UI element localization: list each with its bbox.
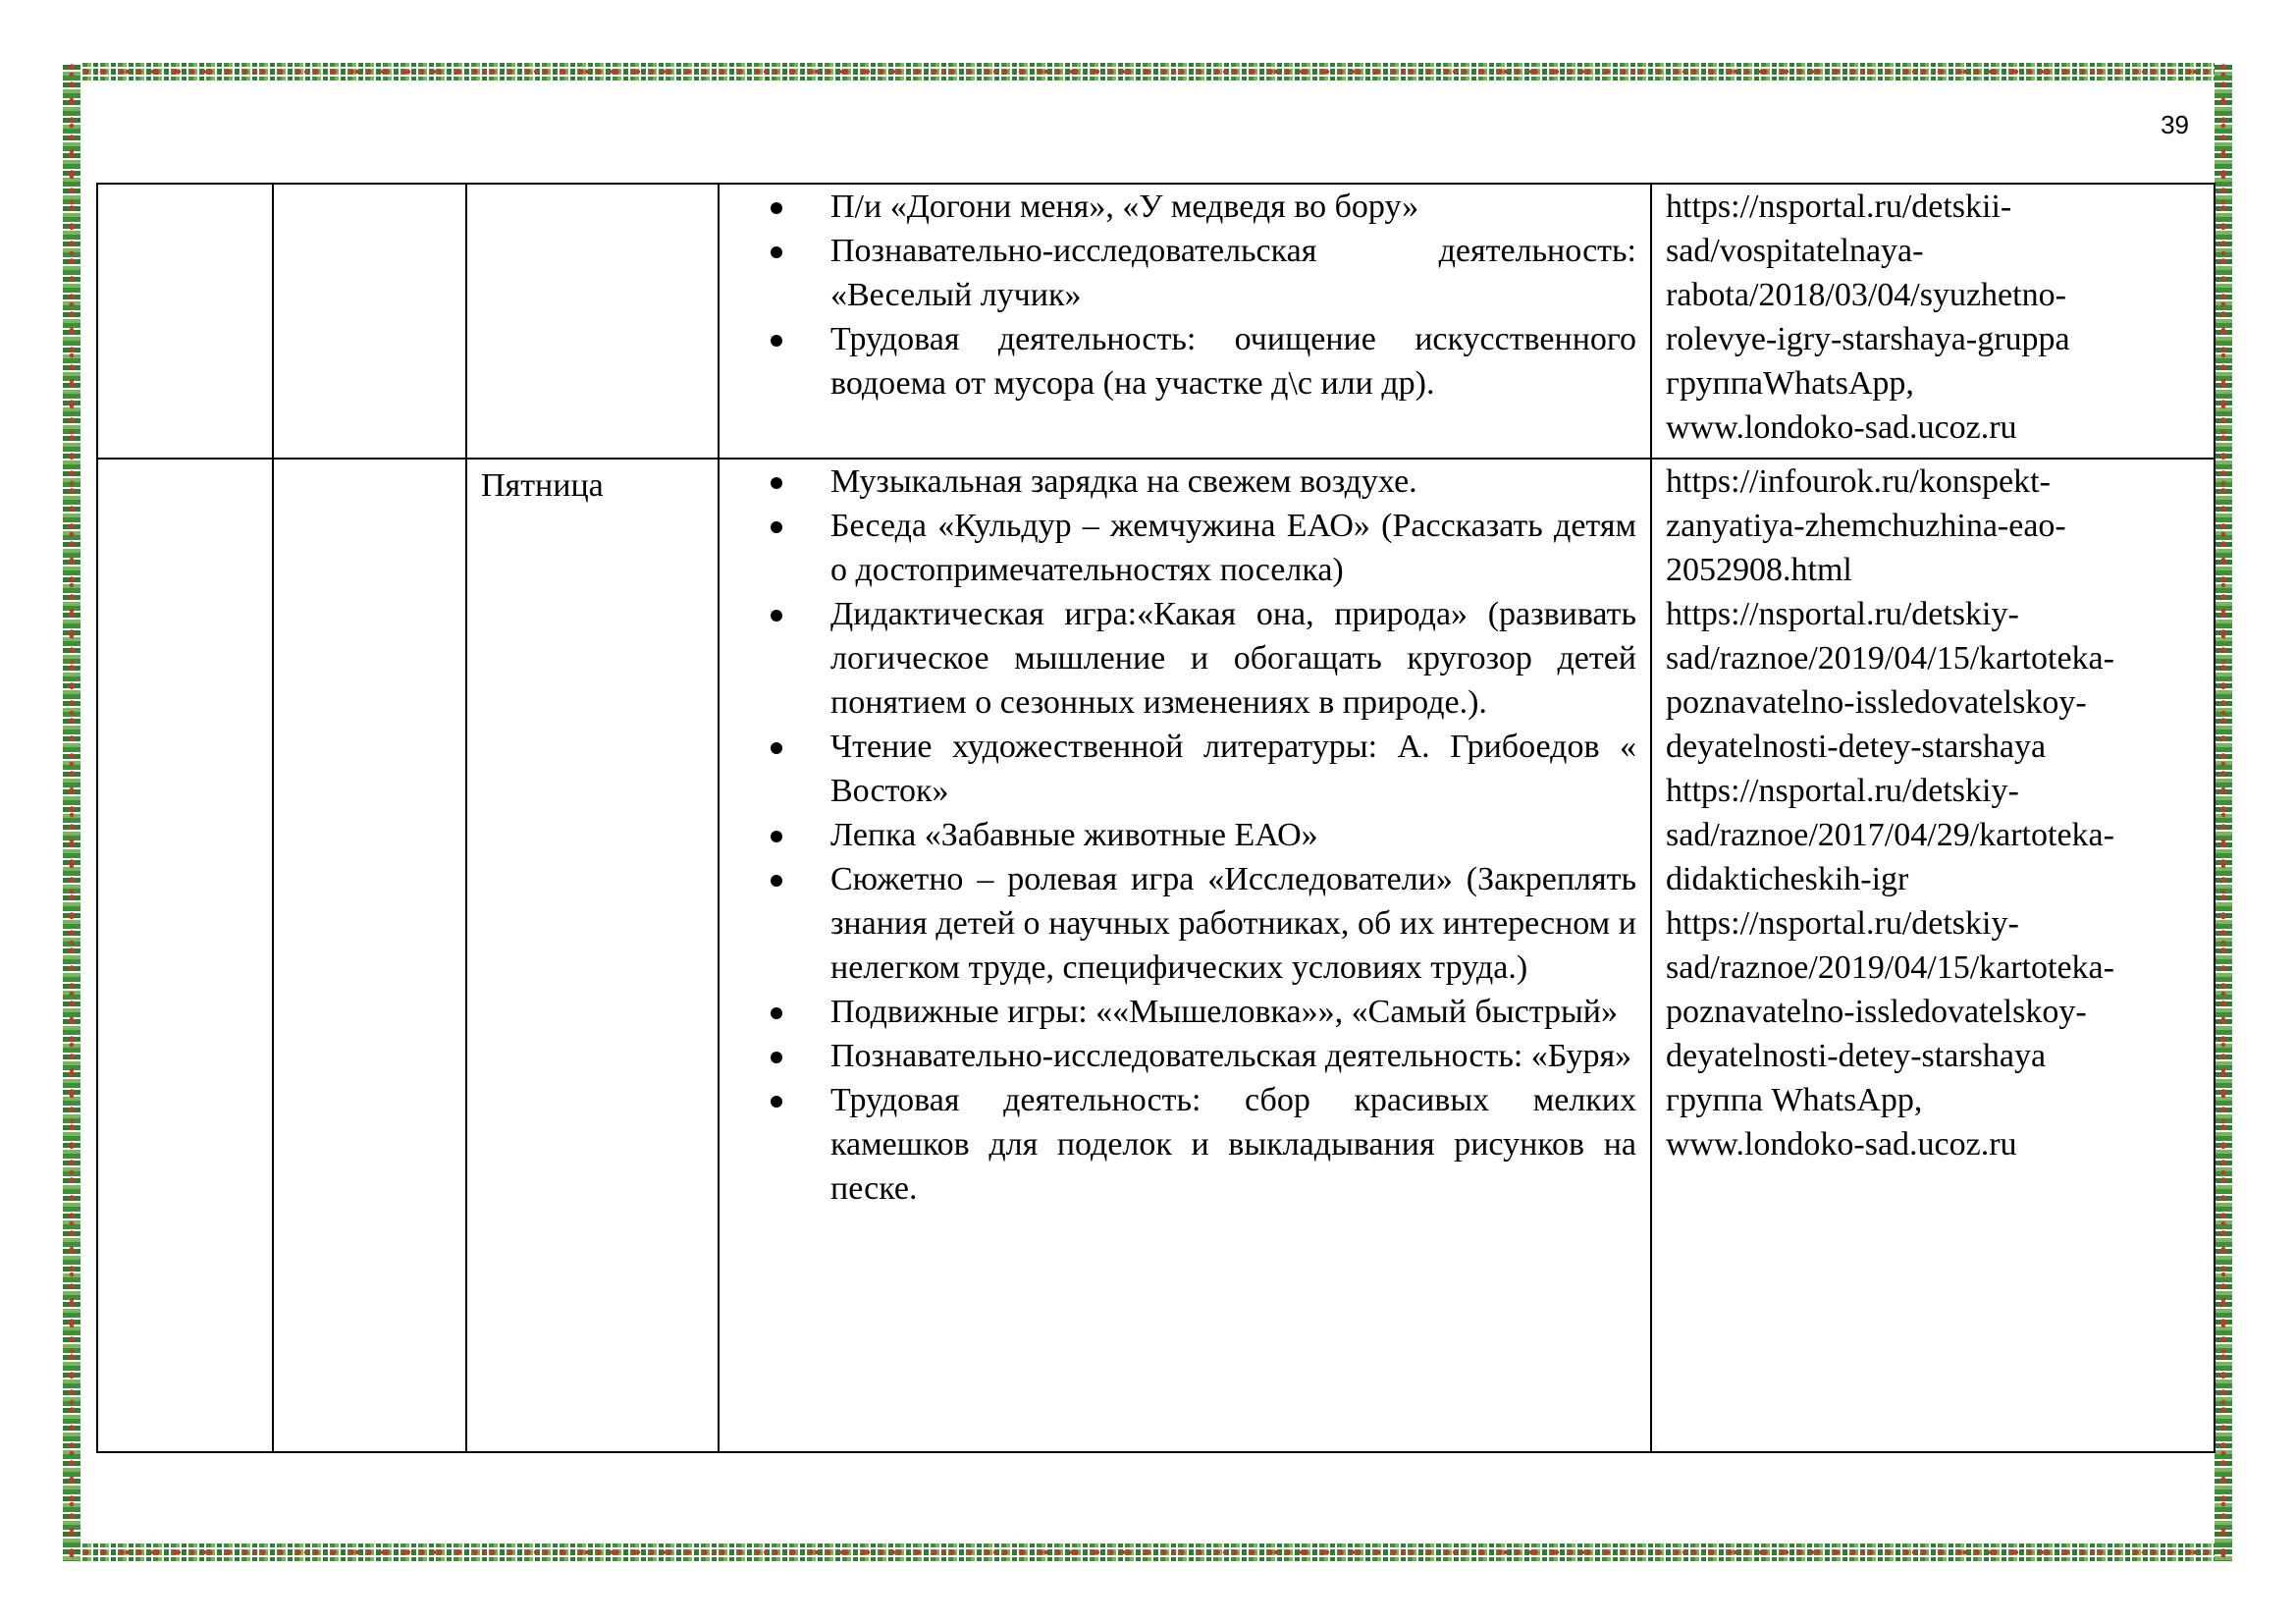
- link-line[interactable]: https://infourok.ru/konspekt-: [1666, 463, 2051, 500]
- link-line[interactable]: sad/raznoe/2019/04/15/kartoteka-: [1666, 640, 2114, 677]
- list-item: Трудовая деятельность: очищение искусственного водоема от мусора (на участке д\с или др).: [720, 317, 1636, 406]
- link-line[interactable]: sad/raznoe/2019/04/15/kartoteka-: [1666, 949, 2114, 986]
- list-item: Познавательно-исследовательская деятельность: «Буря»: [720, 1034, 1636, 1078]
- link-line: группа WhatsApp,: [1666, 1082, 1923, 1118]
- holly-border-left: [63, 63, 80, 1561]
- day-label: Пятница: [481, 467, 604, 504]
- holly-border-top: [65, 63, 2232, 81]
- day-cell: [466, 184, 719, 459]
- link-line[interactable]: www.londoko-sad.ucoz.ru: [1666, 1126, 2017, 1163]
- list-item: Дидактическая игра:«Какая она, природа» (развивать логическое мышление и обогащать кругозор детей понятием о сезонных изменениях в природе.).: [720, 592, 1636, 725]
- link-line[interactable]: poznavatelno-issledovatelskoy-: [1666, 994, 2087, 1030]
- list-item: Беседа «Кульдур – жемчужина ЕАО» (Рассказать детям о достопримечательностях поселка): [720, 504, 1636, 592]
- empty-cell: [273, 459, 466, 1452]
- link-line[interactable]: rabota/2018/03/04/syuzhetno-: [1666, 277, 2066, 313]
- holly-border-right: [2215, 63, 2232, 1561]
- link-line[interactable]: https://nsportal.ru/detskiy-: [1666, 596, 2019, 632]
- list-item: Познавательно-исследовательская деятельность: «Веселый лучик»: [720, 229, 1636, 317]
- link-line: группаWhatsApp,: [1666, 365, 1914, 402]
- link-line[interactable]: deyatelnosti-detey-starshaya: [1666, 729, 2047, 765]
- link-line[interactable]: https://nsportal.ru/detskii-: [1666, 189, 2012, 225]
- link-line[interactable]: sad/raznoe/2017/04/29/kartoteka-: [1666, 817, 2114, 853]
- links-block: [1652, 460, 2214, 1166]
- link-line[interactable]: rolevye-igry-starshaya-gruppa: [1666, 321, 2070, 357]
- list-item: Чтение художественной литературы: А. Грибоедов « Восток»: [720, 725, 1636, 813]
- links-cell: [1651, 459, 2215, 1452]
- table-row: [97, 459, 2215, 1452]
- list-item: Сюжетно – ролевая игра «Исследователи» (Закреплять знания детей о научных работниках, об их интересном и нелегком труде, специфических условиях труда.): [720, 857, 1636, 990]
- list-item: Подвижные игры: ««Мышеловка»», «Самый быстрый»: [720, 990, 1636, 1034]
- link-line[interactable]: zanyatiya-zhemchuzhina-eao-: [1666, 508, 2066, 544]
- day-label: [467, 185, 718, 189]
- links-block: [1652, 185, 2214, 450]
- activities-cell: [719, 459, 1651, 1452]
- empty-cell: [273, 184, 466, 459]
- plan-table: [96, 183, 2216, 1453]
- day-cell: [466, 459, 719, 1452]
- link-line[interactable]: poznavatelno-issledovatelskoy-: [1666, 684, 2087, 721]
- link-line[interactable]: didakticheskih-igr: [1666, 861, 1909, 897]
- links-cell: [1651, 184, 2215, 459]
- list-item: Музыкальная зарядка на свежем воздухе.: [720, 460, 1636, 504]
- activities-list: [720, 460, 1650, 1211]
- link-line[interactable]: www.londoko-sad.ucoz.ru: [1666, 409, 2017, 446]
- activities-cell: [719, 184, 1651, 459]
- holly-border-bottom: [65, 1543, 2232, 1561]
- link-line[interactable]: sad/vospitatelnaya-: [1666, 233, 1924, 269]
- link-line[interactable]: deyatelnosti-detey-starshaya: [1666, 1038, 2047, 1074]
- table-row: [97, 184, 2215, 459]
- list-item: П/и «Догони меня», «У медведя во бору»: [720, 185, 1636, 229]
- link-line[interactable]: 2052908.html: [1666, 552, 1852, 588]
- activities-list: [720, 185, 1650, 406]
- list-item: Лепка «Забавные животные ЕАО»: [720, 813, 1636, 857]
- page-number: 39: [2161, 110, 2189, 139]
- empty-cell: [97, 184, 273, 459]
- link-line[interactable]: https://nsportal.ru/detskiy-: [1666, 905, 2019, 942]
- list-item: Трудовая деятельность: сбор красивых мелких камешков для поделок и выкладывания рисунков на песке.: [720, 1078, 1636, 1211]
- empty-cell: [97, 459, 273, 1452]
- link-line[interactable]: https://nsportal.ru/detskiy-: [1666, 773, 2019, 809]
